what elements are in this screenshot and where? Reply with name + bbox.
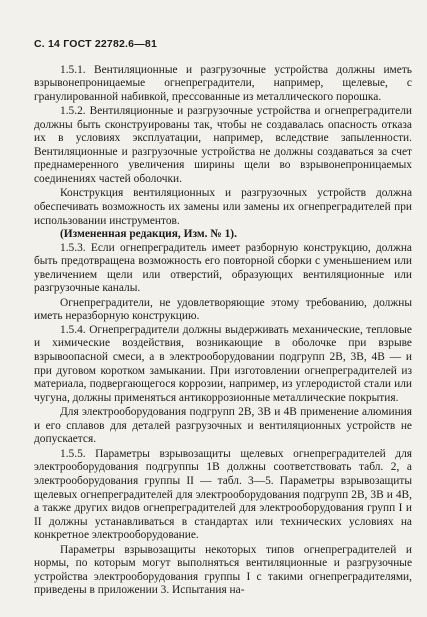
paragraph-construction: Конструкция вентиляционных и разгрузочных устройств должна обеспечивать возможность их замены или замены их огнепреградителей при использовании инструментов. bbox=[34, 187, 412, 227]
paragraph-1-5-4: 1.5.4. Огнепреградители должны выдерживать механические, тепловые и химические воздействия, возникающие в оболочке при взрыве взрывоопасной смеси, а в электрооборудовании подгрупп 2В, 3В, 4В — и при дуговом коротком замыкании. При изготовлении огнепреградителей из материала, подвергающегося коррозии, например, из углеродистой стали или чугуна, должны применяться антикоррозионные металлические покрытия. bbox=[34, 323, 412, 404]
paragraph-aluminium: Для электрооборудования подгрупп 2В, 3В и 4В применение алюминия и его сплавов для деталей разгрузочных и вентиляционных устройств не допускается. bbox=[34, 406, 412, 446]
paragraph-non-compliant: Огнепреградители, не удовлетворяющие этому требованию, должны иметь неразборную конструкцию. bbox=[34, 296, 412, 323]
paragraph-1-5-5: 1.5.5. Параметры взрывозащиты щелевых огнепреградителей для электрооборудования подгруппы 1В должны соответствовать табл. 2, а электрооборудования группы II — табл. 3—5. Параметры взрывозащиты щелевых огнепреградителей для электрооборудования подгрупп 2В, 3В и 4В, а также других видов огнепреградителей для электрооборудования групп I и II должны устанавливаться в стандартах или технических условиях на конкретное электрооборудование. bbox=[34, 447, 412, 542]
paragraph-1-5-2: 1.5.2. Вентиляционные и разгрузочные устройства и огнепреградители должны быть сконструированы так, чтобы не создавалась опасность отказа их в условиях эксплуатации, например, вследствие запыленности. Вентиляционные и разгрузочные устройства не должны создаваться за счет преднамеренного увеличения ширины щели во взрывонепроницаемых соединениях частей оболочки. bbox=[34, 105, 412, 185]
paragraph-1-5-1: 1.5.1. Вентиляционные и разгрузочные устройства должны иметь взрывонепроницаемые огнепреградители, например, щелевые, с гранулированной набивкой, прессованные из металлического порошка. bbox=[34, 63, 412, 103]
page-header: С. 14 ГОСТ 22782.6—81 bbox=[34, 38, 157, 50]
paragraph-parameters: Параметры взрывозащиты некоторых типов огнепреградителей и нормы, по которым могут выполняться вентиляционные и разгрузочные устройства электрооборудования группы I с такими огнепреградителями, приведены в приложении 3. Испытания на- bbox=[34, 543, 412, 597]
document-page bbox=[34, 38, 412, 598]
amendment-note: (Измененная редакция, Изм. № 1). bbox=[60, 228, 237, 241]
paragraph-1-5-3: 1.5.3. Если огнепреградитель имеет разборную конструкцию, должна быть предотвращена возможность его повторной сборки с уменьшением или увеличением щели или отверстий, образующих вентиляционные или разгрузочные каналы. bbox=[34, 241, 412, 295]
